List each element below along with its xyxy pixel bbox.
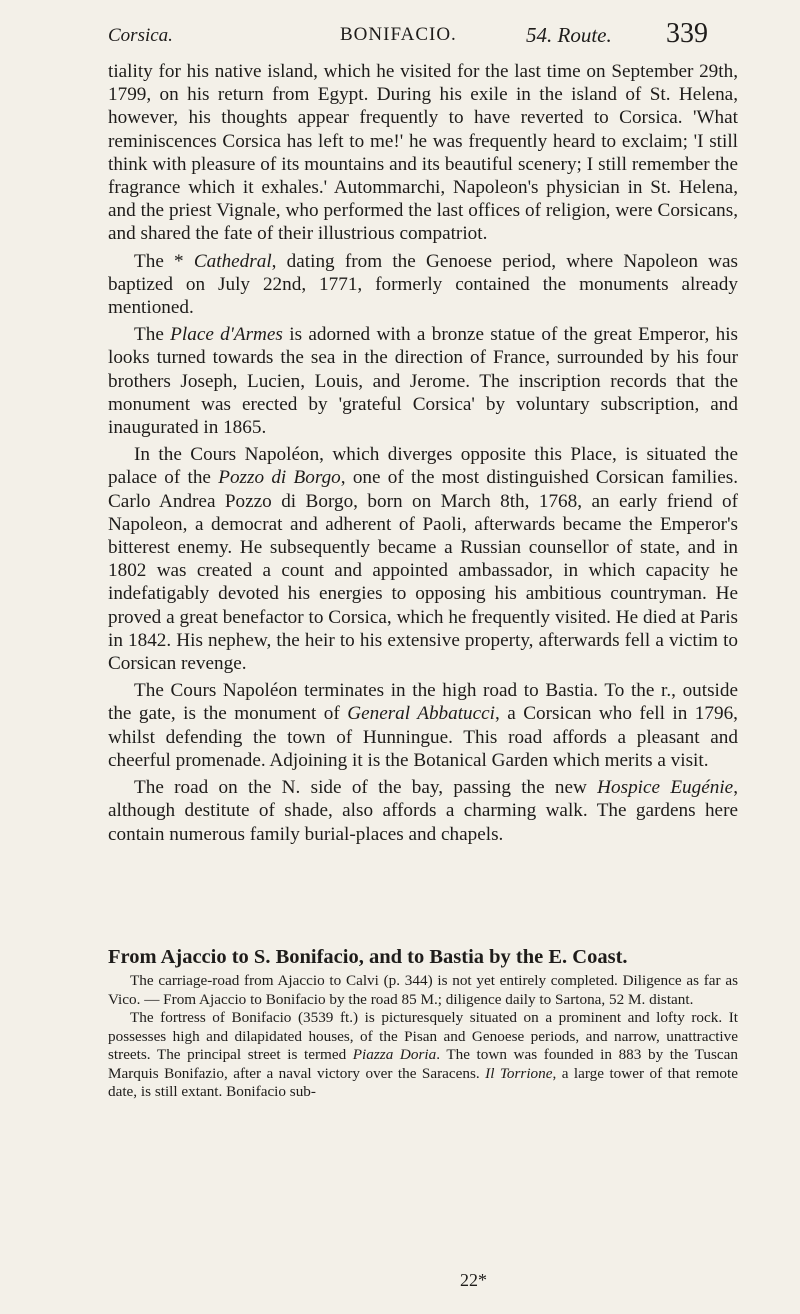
paragraph-lead: The road on the N. side of the bay, passing the new bbox=[134, 777, 598, 799]
paragraph-text: , one of the most distinguished Corsican families. Carlo Andrea Pozzo di Borgo, born on March 8th, 1768, an early friend of Napoleon, a democrat and adherent of Paoli, afterwards became the Emperor's bitterest enemy. He subsequently became a Russian counsellor of state, and in 1802 was created a count and appointed ambassador, in which capacity he indefatigably devoted his energies to opposing his ambitious countryman. He proved a great benefactor to Corsica, which he frequently visited. He died at Paris in 1842. His nephew, the heir to his extensive property, afterwards fell a victim to Corsican revenge. bbox=[108, 467, 739, 675]
paragraph-text: , dating from the Genoese period, where Napoleon was baptized on July 22nd, 1771, formerly contained the monuments already mentioned. bbox=[108, 250, 738, 319]
running-header bbox=[108, 18, 736, 52]
paragraph-text: , a Corsican who fell in 1796, whilst defending the town of Hunningue. This road affords a pleasant and cheerful promenade. Adjoining it is the Botanical Garden which merits a visit. bbox=[108, 703, 738, 771]
emphasis-general-abbatucci: General Abbatucci bbox=[347, 703, 496, 725]
paragraph-cathedral bbox=[108, 250, 738, 320]
header-region: Corsica. bbox=[108, 25, 173, 46]
section-text: The fortress of Bonifacio (3539 ft.) is picturesquely situated on a prominent and lofty rock. It possesses high and dilapidated houses, of the Pisan and Genoese periods, and narrow, unattractive streets. The principal street is termed bbox=[108, 1009, 738, 1063]
emphasis-hospice-eugenie: Hospice Eugénie bbox=[597, 777, 734, 799]
paragraph-lead: In the Cours Napoléon, which diverges opposite this Place, is situated the palace of the bbox=[108, 444, 738, 489]
paragraph-lead: The Cours Napoléon terminates in the high road to Bastia. To the r., outside the gate, is the monument of bbox=[108, 680, 738, 725]
paragraph-lead: The bbox=[134, 324, 171, 346]
section-paragraph-fortress bbox=[108, 1009, 738, 1102]
route-section bbox=[108, 944, 738, 1102]
section-title: From Ajaccio to S. Bonifacio, and to Bastia by the E. Coast. bbox=[108, 946, 628, 968]
paragraph-text: , although destitute of shade, also affords a charming walk. The gardens here contain numerous family burial-places and chapels. bbox=[108, 777, 738, 845]
section-text: . The town was founded in 883 by the Tuscan Marquis Bonifazio, after a naval victory over the Saracens. bbox=[108, 1046, 738, 1082]
paragraph-lead: The * bbox=[134, 250, 194, 272]
emphasis-pozzo-di-borgo: Pozzo di Borgo bbox=[218, 467, 341, 489]
signature-mark: 22* bbox=[460, 1270, 487, 1290]
section-text: The carriage-road from Ajaccio to Calvi (p. 344) is not yet entirely completed. Diligence as far as Vico. — From Ajaccio to Bonifacio by the road 85 M.; diligence daily to Sartona, 52 M. distant. bbox=[108, 972, 738, 1008]
header-route: 54. Route. bbox=[526, 23, 612, 47]
emphasis-cathedral: Cathedral bbox=[193, 250, 272, 272]
section-text: , a large tower of that remote date, is still extant. Bonifacio sub- bbox=[108, 1064, 738, 1100]
paragraph-hospice-eugenie bbox=[108, 776, 738, 846]
paragraph-text: tiality for his native island, which he visited for the last time on September 29th, 1799, on his return from Egypt. During his exile in the island of St. Helena, however, his thoughts appear frequently to have reverted to Corsica. 'What reminiscences Corsica has left to me!' he was frequently heard to exclaim; 'I still think with pleasure of its mountains and its beautiful scenery; I still remember the fragrance which it exhales.' Autommarchi, Napoleon's physician in St. Helena, and the priest Vignale, who performed the last offices of religion, were Corsicans, and shared the fate of their illustrious compatriot. bbox=[108, 61, 738, 245]
section-paragraph-roads bbox=[108, 972, 738, 1009]
emphasis-piazza-doria: Piazza Doria bbox=[352, 1046, 437, 1063]
header-title: BONIFACIO. bbox=[340, 24, 457, 45]
paragraph-napoleon-exile bbox=[108, 60, 738, 246]
emphasis-il-torrione: Il Torrione bbox=[485, 1064, 553, 1082]
main-text bbox=[108, 60, 738, 846]
paragraph-place-darmes bbox=[108, 323, 738, 439]
paragraph-text: is adorned with a bronze statue of the great Emperor, his looks turned towards the sea in the direction of France, surrounded by his four brothers Joseph, Lucien, Louis, and Jerome. The inscription records that the monument was erected by 'grateful Corsica' by voluntary subscription, and inaugurated in 1865. bbox=[108, 324, 738, 439]
paragraph-pozzo-di-borgo bbox=[108, 443, 738, 675]
paragraph-cours-napoleon bbox=[108, 679, 738, 772]
page-number: 339 bbox=[666, 18, 708, 49]
emphasis-place-darmes: Place d'Armes bbox=[170, 324, 283, 346]
